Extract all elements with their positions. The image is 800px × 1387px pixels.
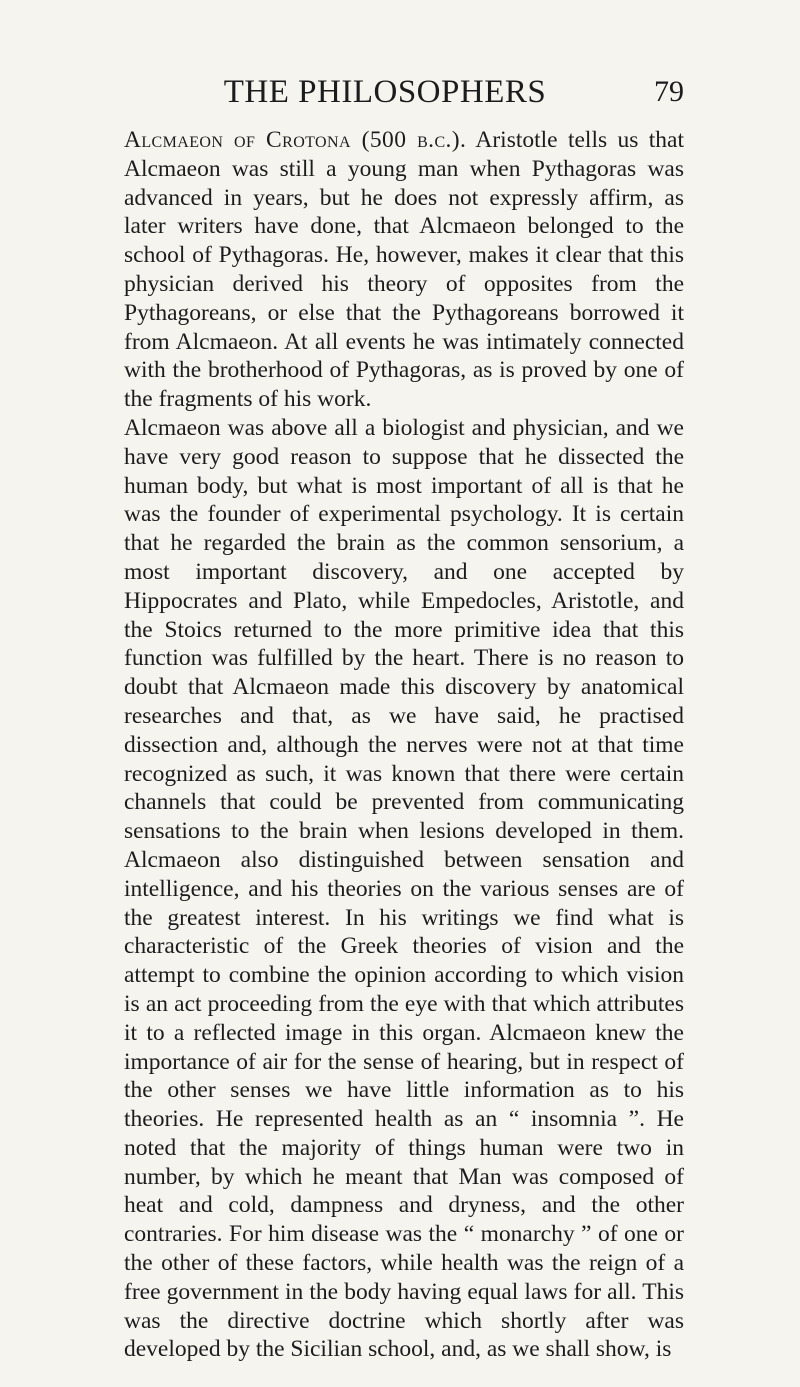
paragraph-1-text: Aristotle tells us that Alcmaeon was still a young man when Pythagoras was advanced in years, but he does not expressly affirm, as later writers have done, that Alcmaeon belonged to the school of Pythagoras. He, however, makes it clear that this physician derived his theory of opposites from the Pythagoreans, or else that the Pythagoreans borrowed it from Alcmaeon. At all events he was intimately connected with the brotherhood of Pythagoras, as is proved by one of the fragments of his work. [124,127,684,413]
running-title: THE PHILOSOPHERS [223,74,547,110]
section-lead-name: Alcmaeon of Crotona [124,127,351,153]
body-text [124,126,684,1364]
section-lead-date: (500 b.c.). [350,127,467,153]
paragraph-2: Alcmaeon was above all a biologist and physician, and we have very good reason to suppose that he dissected the human body, but what is most important of all is that he was the founder of experimental psychology. It is certain that he regarded the brain as the common sensorium, a most important discovery, and one accepted by Hippocrates and Plato, while Empedocles, Aristotle, and the Stoics returned to the more primitive idea that this function was fulfilled by the heart. There is no reason to doubt that Alcmaeon made this discovery by anatomical researches and that, as we have said, he practised dissection and, although the nerves were not at that time recognized as such, it was known that there were certain channels that could be prevented from communicating sensations to the brain when lesions developed in them. Alcmaeon also distinguished between sensation and intelligence, and his theories on the various senses are of the greatest interest. In his writings we find what is characteristic of the Greek theories of vision and the attempt to combine the opinion according to which vision is an act proceeding from the eye with that which attributes it to a reflected image in this organ. Alcmaeon knew the importance of air for the sense of hearing, but in respect of the other senses we have little information as to his theories. He represented health as an “ insomnia ”. He noted that the majority of things human were two in number, by which he meant that Man was composed of heat and cold, dampness and dryness, and the other contraries. For him disease was the “ monarchy ” of one or the other of these factors, while health was the reign of a free government in the body having equal laws for all. This was the directive doctrine which shortly after was developed by the Sicilian school, and, as we shall show, is [124,414,684,1363]
running-head [120,70,684,114]
paragraph-1 [124,126,684,414]
page-number: 79 [654,75,684,108]
